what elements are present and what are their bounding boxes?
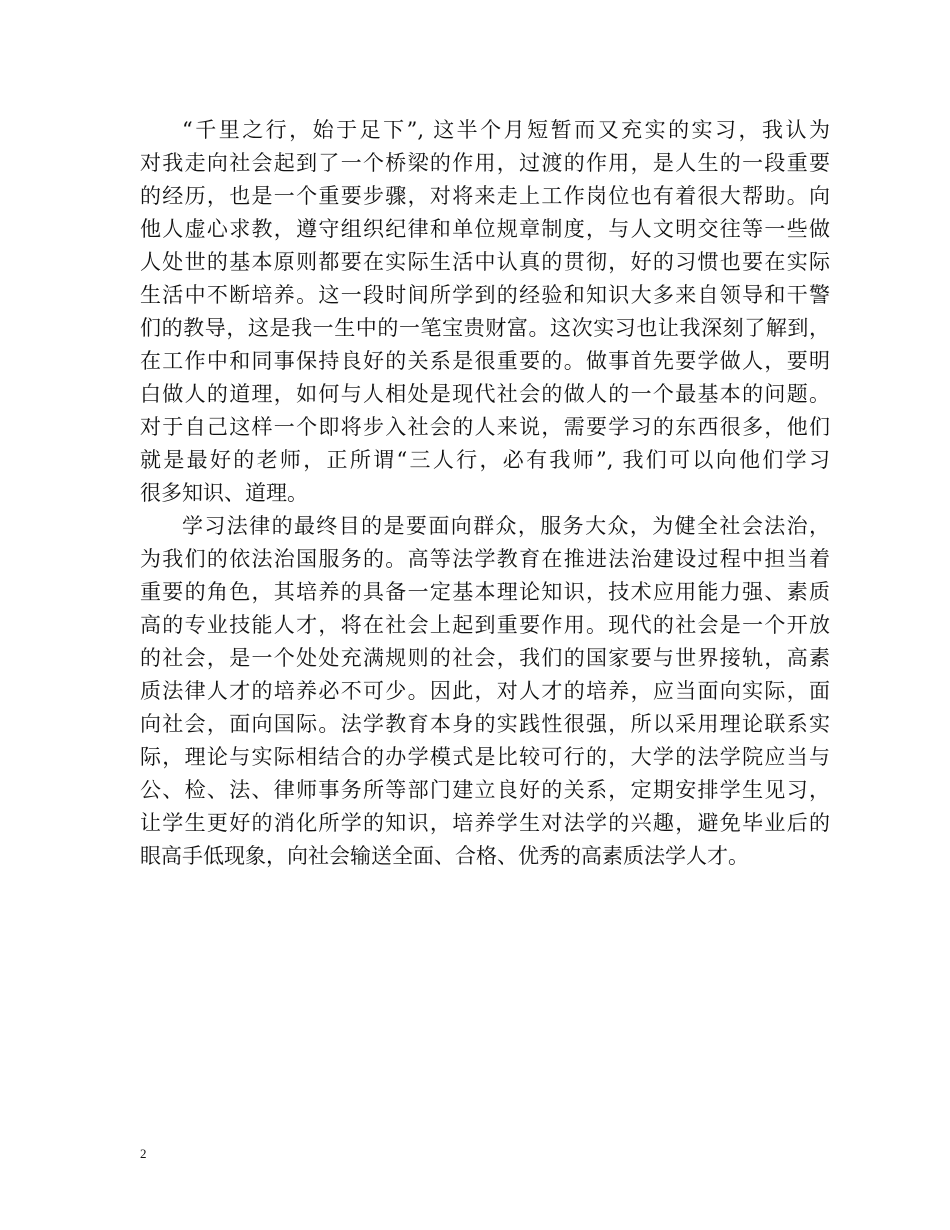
text-line: 他人虚心求教，遵守组织纪律和单位规章制度，与人文明交往等一些做: [140, 217, 830, 241]
page-number: 2: [140, 1146, 147, 1161]
text-line: 的社会，是一个处处充满规则的社会，我们的国家要与世界接轨，高素: [140, 646, 830, 670]
text-line: 的经历，也是一个重要步骤，对将来走上工作岗位也有着很大帮助。向: [140, 184, 830, 208]
text-line: 很多知识、道理。: [140, 481, 308, 505]
text-line: 高的专业技能人才，将在社会上起到重要作用。现代的社会是一个开放: [140, 613, 830, 637]
text-line: 们的教导，这是我一生中的一笔宝贵财富。这次实习也让我深刻了解到，: [140, 316, 830, 340]
text-line: 向社会，面向国际。法学教育本身的实践性很强，所以采用理论联系实: [140, 712, 830, 736]
text-line: 际，理论与实际相结合的办学模式是比较可行的，大学的法学院应当与: [140, 745, 830, 769]
text-line: 学习法律的最终目的是要面向群众，服务大众，为健全社会法治，: [182, 514, 830, 538]
paragraph-1: [140, 114, 830, 510]
text-line: 重要的角色，其培养的具备一定基本理论知识，技术应用能力强、素质: [140, 580, 830, 604]
text-line: 生活中不断培养。这一段时间所学到的经验和知识大多来自领导和干警: [140, 283, 830, 307]
text-line: 质法律人才的培养必不可少。因此，对人才的培养，应当面向实际，面: [140, 679, 830, 703]
text-line: 人处世的基本原则都要在实际生活中认真的贯彻，好的习惯也要在实际: [140, 250, 830, 274]
paragraph-2: [140, 510, 830, 873]
text-line: 在工作中和同事保持良好的关系是很重要的。做事首先要学做人，要明: [140, 349, 830, 373]
text-line: 让学生更好的消化所学的知识，培养学生对法学的兴趣，避免毕业后的: [140, 811, 830, 835]
text-line: 公、检、法、律师事务所等部门建立良好的关系，定期安排学生见习，: [140, 778, 830, 802]
text-line: 对于自己这样一个即将步入社会的人来说，需要学习的东西很多，他们: [140, 415, 830, 439]
text-line: 为我们的依法治国服务的。高等法学教育在推进法治建设过程中担当着: [140, 547, 830, 571]
text-line: 白做人的道理，如何与人相处是现代社会的做人的一个最基本的问题。: [140, 382, 830, 406]
text-line: 就是最好的老师，正所谓“三人行，必有我师”, 我们可以向他们学习: [140, 448, 830, 472]
text-line: 眼高手低现象，向社会输送全面、合格、优秀的高素质法学人才。: [140, 844, 749, 868]
text-line: “千里之行，始于足下”, 这半个月短暂而又充实的实习，我认为: [182, 118, 830, 142]
document-body: [140, 114, 830, 873]
text-line: 对我走向社会起到了一个桥梁的作用，过渡的作用，是人生的一段重要: [140, 151, 830, 175]
